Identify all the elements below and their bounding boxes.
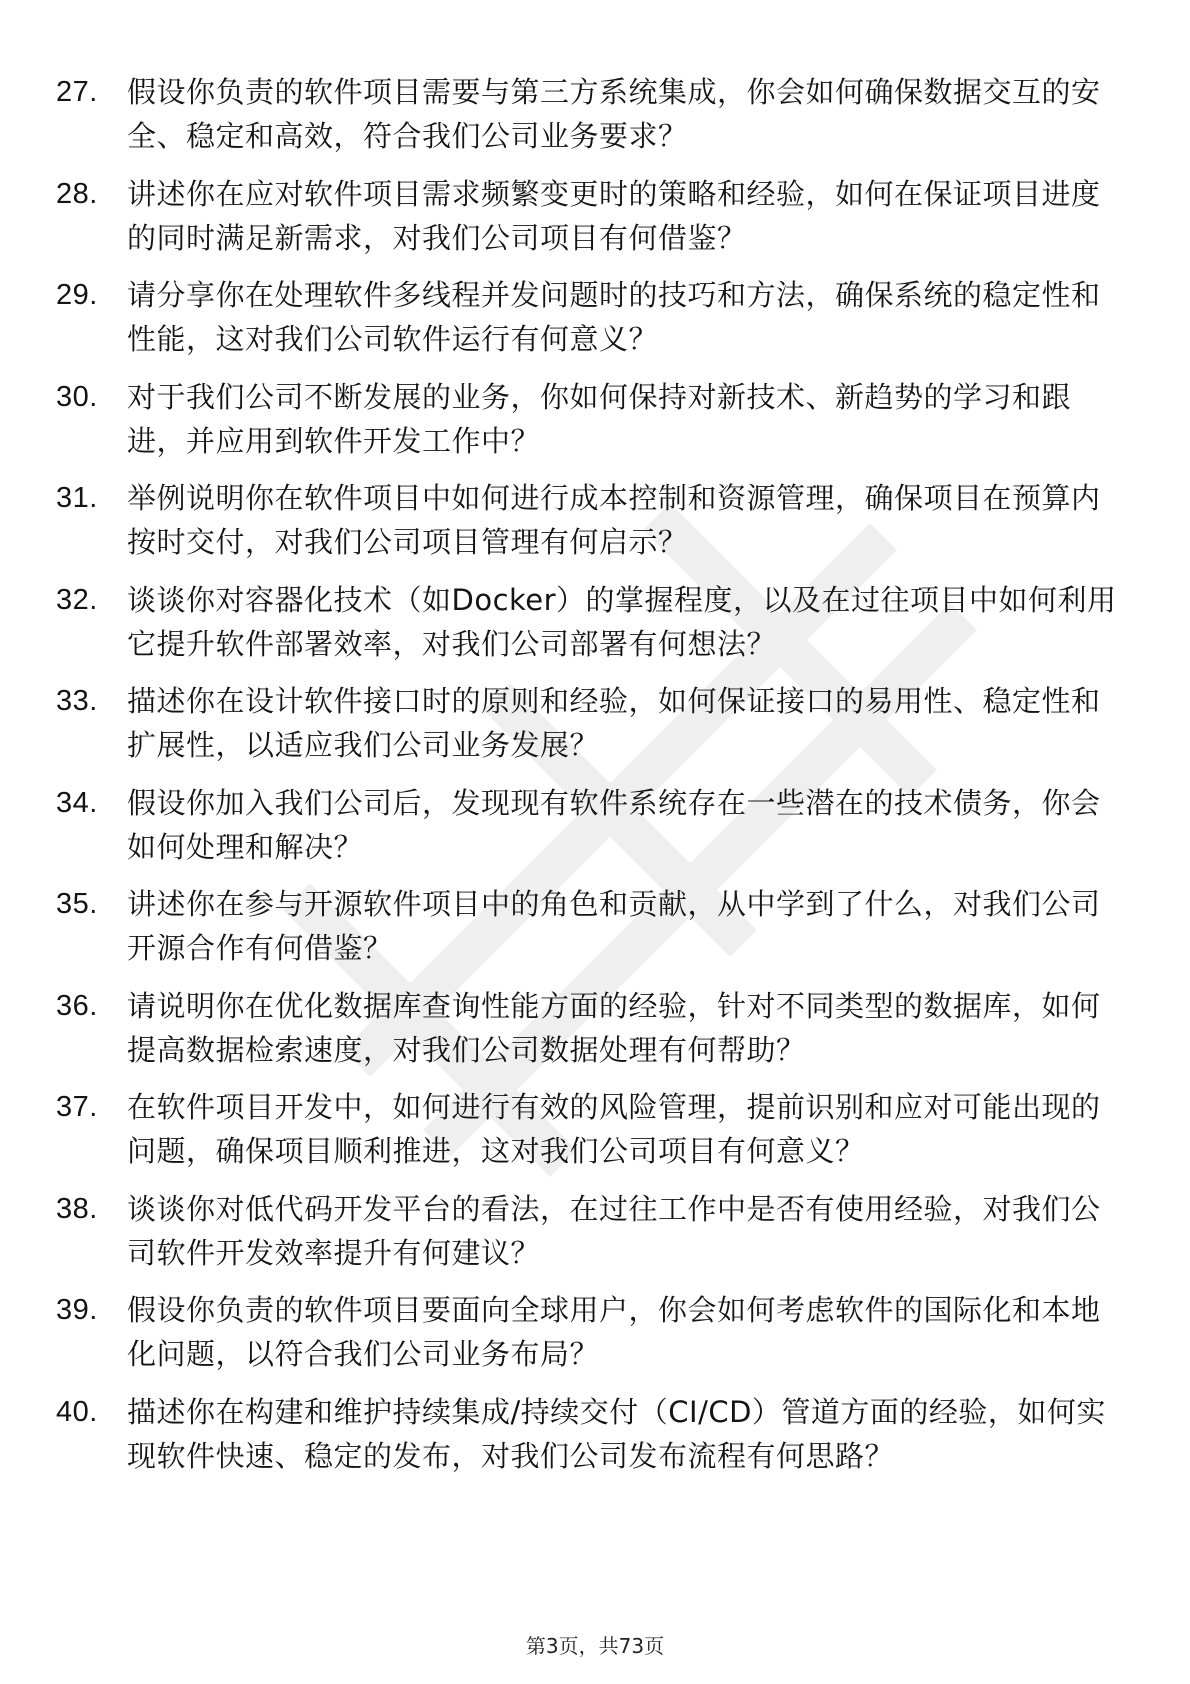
question-number: 29. (56, 279, 98, 311)
question-text: 讲述你在应对软件项目需求频繁变更时的策略和经验，如何在保证项目进度的同时满足新需求，对我们公司项目有何借鉴？ (127, 176, 1101, 255)
question-text: 请说明你在优化数据库查询性能方面的经验，针对不同类型的数据库，如何提高数据检索速度，对我们公司数据处理有何帮助？ (127, 988, 1101, 1067)
question-item (0, 1288, 1190, 1376)
question-number: 33. (56, 685, 98, 717)
question-item (0, 679, 1190, 767)
question-number: 28. (56, 177, 98, 210)
question-list (0, 70, 1190, 1491)
question-text: 假设你加入我们公司后，发现现有软件系统存在一些潜在的技术债务，你会如何处理和解决？ (127, 785, 1101, 864)
question-item (0, 781, 1190, 869)
question-number: 30. (56, 380, 98, 413)
question-text: 讲述你在参与开源软件项目中的角色和贡献，从中学到了什么，对我们公司开源合作有何借鉴？ (127, 887, 1101, 965)
page-footer (0, 1632, 1190, 1660)
question-text: 假设你负责的软件项目要面向全球用户，你会如何考虑软件的国际化和本地化问题，以符合我们公司业务布局？ (127, 1293, 1101, 1371)
question-item (0, 476, 1190, 564)
question-number: 39. (56, 1294, 98, 1326)
question-text: 对于我们公司不断发展的业务，你如何保持对新技术、新趋势的学习和跟进，并应用到软件开发工作中？ (127, 379, 1072, 458)
question-text: 请分享你在处理软件多线程并发问题时的技巧和方法，确保系统的稳定性和性能，这对我们公司软件运行有何意义？ (127, 278, 1101, 356)
question-number: 40. (56, 1395, 98, 1428)
question-text: 描述你在设计软件接口时的原则和经验，如何保证接口的易用性、稳定性和扩展性，以适应我们公司业务发展？ (127, 684, 1101, 762)
question-text: 谈谈你对容器化技术（如Docker）的掌握程度，以及在过往项目中如何利用它提升软件部署效率，对我们公司部署有何想法？ (127, 582, 1117, 661)
question-text: 描述你在构建和维护持续集成/持续交付（CI/CD）管道方面的经验，如何实现软件快速、稳定的发布，对我们公司发布流程有何思路？ (127, 1394, 1106, 1473)
question-text: 假设你负责的软件项目需要与第三方系统集成，你会如何确保数据交互的安全、稳定和高效，符合我们公司业务要求？ (127, 75, 1101, 153)
question-text: 在软件项目开发中，如何进行有效的风险管理，提前识别和应对可能出现的问题，确保项目顺利推进，这对我们公司项目有何意义？ (127, 1090, 1101, 1168)
question-item (0, 172, 1190, 260)
question-number: 37. (56, 1091, 98, 1123)
question-number: 31. (56, 482, 98, 514)
question-number: 36. (56, 989, 98, 1022)
page-number-label: 第3页，共73页 (525, 1634, 665, 1658)
question-number: 27. (56, 76, 98, 108)
question-item (0, 70, 1190, 158)
question-item (0, 882, 1190, 970)
question-item (0, 1085, 1190, 1173)
question-number: 34. (56, 786, 98, 819)
question-item (0, 273, 1190, 361)
question-item (0, 1390, 1190, 1478)
question-text: 举例说明你在软件项目中如何进行成本控制和资源管理，确保项目在预算内按时交付，对我们公司项目管理有何启示？ (127, 481, 1101, 559)
question-item (0, 375, 1190, 463)
question-number: 35. (56, 888, 98, 920)
question-item (0, 1187, 1190, 1275)
question-number: 38. (56, 1192, 98, 1225)
question-number: 32. (56, 583, 98, 616)
question-item (0, 984, 1190, 1072)
question-item (0, 578, 1190, 666)
question-text: 谈谈你对低代码开发平台的看法，在过往工作中是否有使用经验，对我们公司软件开发效率提升有何建议？ (127, 1191, 1101, 1270)
